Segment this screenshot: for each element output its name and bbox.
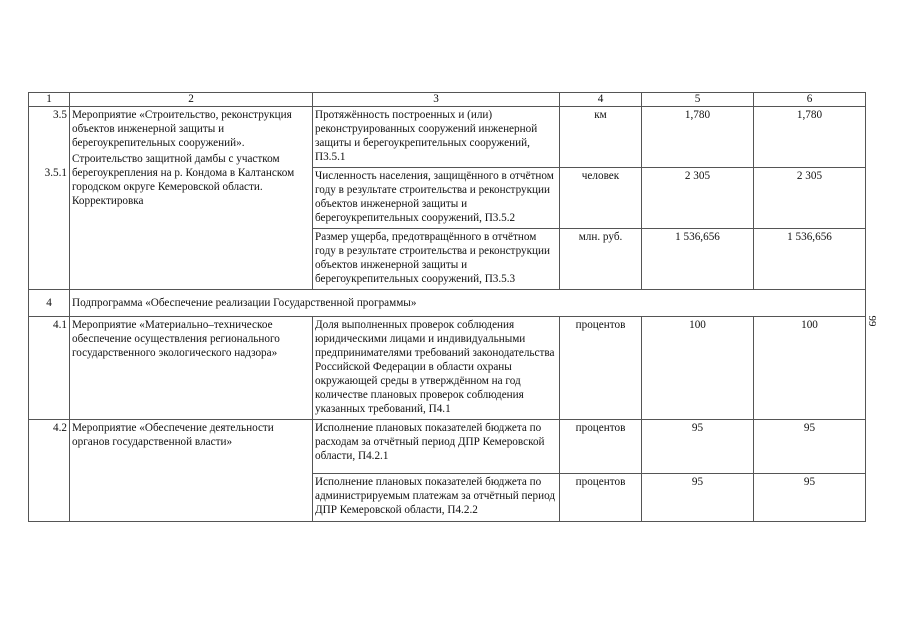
table-header-row [29, 93, 866, 107]
indicator-text: Размер ущерба, предотвращённого в отчётном году в результате строительства и реконструкции объектов инженерной защиты и берегоукрепительных сооружений, П3.5.3 [313, 229, 560, 290]
value-col5: 1,780 [642, 107, 754, 168]
value-col6: 95 [754, 474, 866, 522]
value-col6: 95 [754, 420, 866, 474]
measure-name-cell [70, 107, 313, 290]
measure-name: Мероприятие «Материально–техническое обеспечение осуществления регионального государственного экологического надзора» [70, 317, 313, 420]
table-row [29, 107, 866, 168]
unit-cell: процентов [560, 420, 642, 474]
unit-cell: человек [560, 168, 642, 229]
row-number: 4.1 [29, 317, 70, 420]
row-number-cell [29, 107, 70, 290]
indicator-text: Исполнение плановых показателей бюджета по расходам за отчётный период ДПР Кемеровской области, П4.2.1 [313, 420, 560, 474]
row-number: 3.5 [53, 109, 67, 121]
value-col6: 1 536,656 [754, 229, 866, 290]
indicator-text: Исполнение плановых показателей бюджета по администрируемым платежам за отчётный период ДПР Кемеровской области, П4.2.2 [313, 474, 560, 522]
unit-cell: млн. руб. [560, 229, 642, 290]
value-col6: 100 [754, 317, 866, 420]
indicators-table [28, 92, 866, 522]
row-number: 4 [29, 290, 70, 317]
header-cell-3: 3 [313, 93, 560, 107]
sub-measure-name: Строительство защитной дамбы с участком берегоукрепления на р. Кондома в Калтанском городском округе Кемеровской области. Корректировка [72, 153, 295, 207]
measure-name: Мероприятие «Обеспечение деятельности органов государственной власти» [70, 420, 313, 522]
row-number: 4.2 [29, 420, 70, 522]
indicator-text: Протяжённость построенных и (или) реконструированных сооружений инженерной защиты и берегоукрепительных сооружений, П3.5.1 [313, 107, 560, 168]
value-col5: 2 305 [642, 168, 754, 229]
unit-cell: процентов [560, 474, 642, 522]
measure-name: Мероприятие «Строительство, реконструкция объектов инженерной защиты и берегоукрепительных сооружений». [72, 109, 292, 149]
value-col6: 2 305 [754, 168, 866, 229]
unit-cell: км [560, 107, 642, 168]
header-cell-4: 4 [560, 93, 642, 107]
table-row [29, 420, 866, 474]
unit-cell: процентов [560, 317, 642, 420]
value-col5: 1 536,656 [642, 229, 754, 290]
page-number: 99 [866, 315, 878, 327]
table-row [29, 317, 866, 420]
header-cell-2: 2 [70, 93, 313, 107]
indicator-text: Доля выполненных проверок соблюдения юридическими лицами и индивидуальными предпринимателями требований законодательства Российской Федерации в области охраны окружающей среды в утверждённом на год количестве плановых проверок соблюдения указанных требований, П4.1 [313, 317, 560, 420]
value-col5: 100 [642, 317, 754, 420]
table-row [29, 290, 866, 317]
sub-row-number: 3.5.1 [44, 167, 67, 179]
indicator-text: Численность населения, защищённого в отчётном году в результате строительства и реконструкции объектов инженерной защиты и берегоукрепительных сооружений, П3.5.2 [313, 168, 560, 229]
value-col6: 1,780 [754, 107, 866, 168]
value-col5: 95 [642, 474, 754, 522]
header-cell-6: 6 [754, 93, 866, 107]
header-cell-1: 1 [29, 93, 70, 107]
header-cell-5: 5 [642, 93, 754, 107]
value-col5: 95 [642, 420, 754, 474]
subprogram-title: Подпрограмма «Обеспечение реализации Государственной программы» [70, 290, 866, 317]
